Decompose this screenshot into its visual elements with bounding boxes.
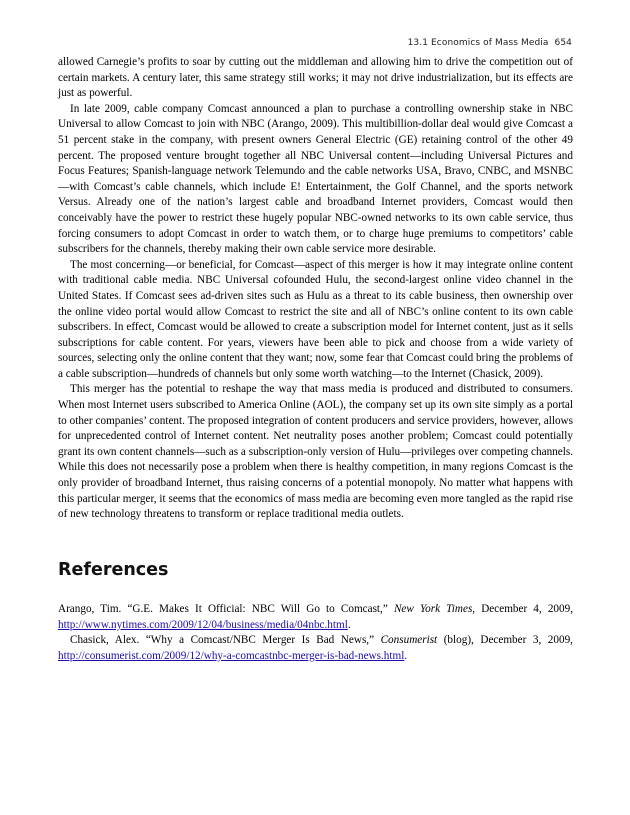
section-title: 13.1 Economics of Mass Media	[407, 38, 549, 48]
references-heading: References	[58, 560, 169, 580]
reference-link[interactable]: http://www.nytimes.com/2009/12/04/business/media/04nbc.html	[58, 618, 348, 631]
paragraph: In late 2009, cable company Comcast announced a plan to purchase a controlling ownership stake in NBC Universal to allow Comcast to join with NBC (Arango, 2009). This multibillion-dollar deal would give Comcast a 51 percent stake in the company, with present owners General Electric (GE) retaining control of the other 49 percent. The proposed venture brought together all NBC Universal content—including Universal Pictures and Focus Features; Spanish-language network Telemundo and the cable networks USA, Bravo, CNBC, and MSNBC—with Comcast’s cable channels, which include E! Entertainment, the Golf Channel, and the sports network Versus. Already one of the nation’s largest cable and broadband Internet providers, Comcast would then conceivably have the power to restrict these hugely popular NBC-owned networks to its own cable service, thus forcing consumers to adopt Comcast in order to watch them, or to charge huge premiums to competitors’ cable subscribers for the channels, thereby making their own cable service more desirable.	[58, 102, 573, 256]
reference-source: New York Times	[393, 603, 473, 615]
reference-item	[58, 602, 573, 633]
reference-date: (blog), December 3, 2009,	[437, 634, 573, 647]
reference-author-title: Chasick, Alex. “Why a Comcast/NBC Merger Is Bad News,”	[70, 634, 381, 647]
reference-date: , December 4, 2009,	[472, 603, 573, 615]
references-list	[58, 602, 573, 664]
running-header	[408, 38, 572, 48]
paragraph-continued: allowed Carnegie’s profits to soar by cutting out the middleman and allowing him to drive the competition out of certain markets. A century later, this same strategy still works; it may not drive industrialization, but its effects are just as powerful.	[58, 56, 573, 100]
reference-author-title: Arango, Tim. “G.E. Makes It Official: NBC Will Go to Comcast,”	[58, 603, 394, 615]
reference-item	[58, 633, 573, 664]
main-text	[58, 55, 573, 523]
reference-end: .	[347, 618, 351, 631]
paragraph: The most concerning—or beneficial, for Comcast—aspect of this merger is how it may integrate online content with traditional cable media. NBC Universal cofounded Hulu, the second-largest online video channel in the United States. If Comcast sees ad-driven sites such as Hulu as a threat to its cable business, then ownership over the online video portal would allow Comcast to restrict the site and all of NBC’s online content to its own cable subscribers. In effect, Comcast would be allowed to create a subscription model for Internet content, just as it sells subscriptions for cable content. For years, viewers have been able to pick and choose from a wide variety of sources, selecting only the online content that they want; now, some fear that Comcast could bring the problems of a cable subscription—hundreds of channels but only some worth watching—to the Internet (Chasick, 2009).	[58, 258, 573, 380]
reference-link[interactable]: http://consumerist.com/2009/12/why-a-comcastnbc-merger-is-bad-news.html	[58, 649, 405, 662]
paragraph: This merger has the potential to reshape the way that mass media is produced and distributed to consumers. When most Internet users subscribed to America Online (AOL), the company set up its own site simply as a portal to other companies’ content. The proposed integration of content producers and service providers, however, allows for unprecedented control of Internet content. Net neutrality poses another problem; Comcast could potentially grant its own content channels—such as a subscription-only version of Hulu—privileges over competing channels. While this does not necessarily pose a problem when there is healthy competition, in many regions Comcast is the only provider of broadband Internet, thus raising concerns of a potential monopoly. No matter what happens with this particular merger, it seems that the economics of mass media are becoming even more tangled as the rapid rise of new technology threatens to transform or replace traditional media outlets.	[58, 383, 573, 521]
reference-source: Consumerist	[380, 634, 438, 647]
page-number: 654	[554, 38, 572, 48]
reference-end: .	[404, 649, 408, 662]
